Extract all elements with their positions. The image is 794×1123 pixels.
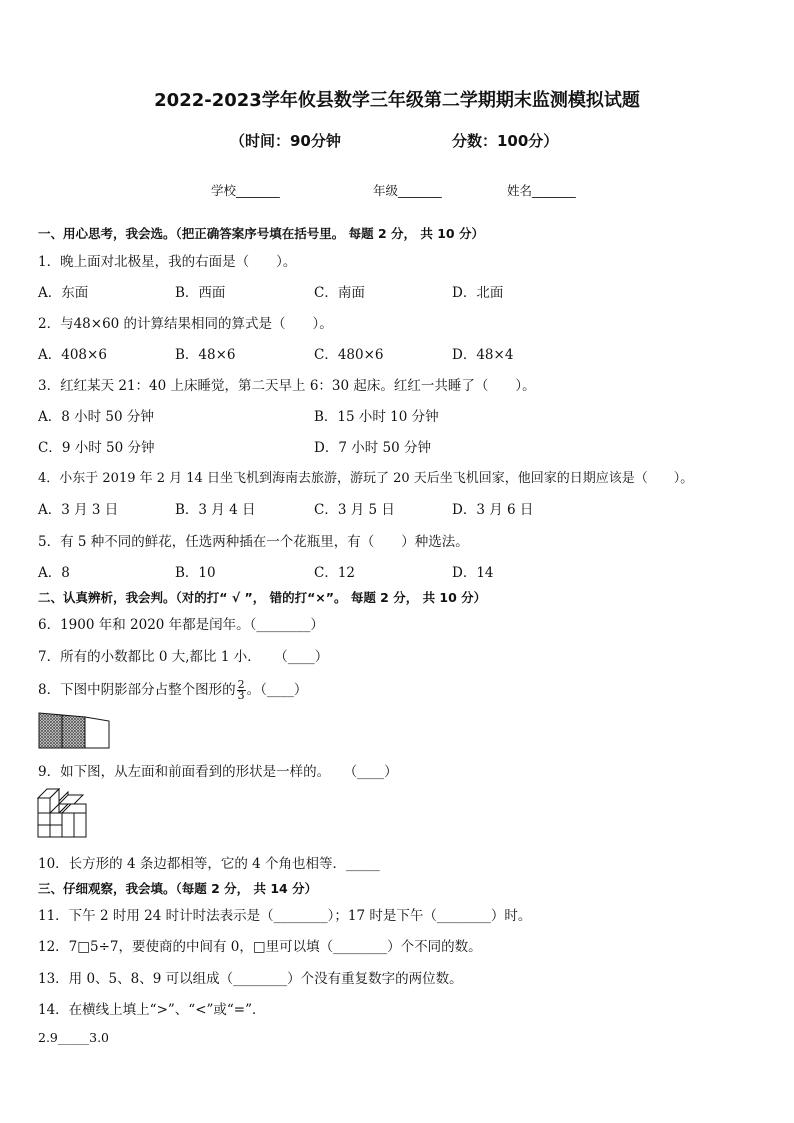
fraction-two-thirds: $\frac{2}{3}$ bbox=[237, 678, 245, 702]
q1-option-b: B．西面 bbox=[175, 285, 226, 301]
q4-option-a: A．3 月 3 日 bbox=[38, 502, 119, 518]
q3-option-b: B．15 小时 10 分钟 bbox=[314, 409, 439, 425]
q4-option-c: C．3 月 5 日 bbox=[314, 502, 395, 518]
section-3-heading: 三、仔细观察，我会填。（每题 2 分， 共 14 分） bbox=[38, 881, 318, 896]
q3-option-a: A．8 小时 50 分钟 bbox=[38, 409, 154, 425]
q5-option-a: A．8 bbox=[38, 565, 70, 581]
grade-field: 年级_______ bbox=[373, 183, 442, 198]
name-field: 姓名_______ bbox=[507, 183, 576, 198]
question-13: 13．用 0、5、8、9 可以组成（________）个没有重复数字的两位数。 bbox=[38, 971, 463, 987]
q2-option-c: C．480×6 bbox=[314, 347, 384, 363]
q1-option-c: C．南面 bbox=[314, 285, 365, 301]
question-8 bbox=[38, 678, 307, 701]
exam-time: （时间：90分钟 bbox=[230, 132, 341, 150]
q2-option-d: D．48×4 bbox=[452, 347, 514, 363]
section-1-heading: 一、用心思考，我会选。（把正确答案序号填在括号里。 每题 2 分， 共 10 分） bbox=[38, 226, 484, 241]
q1-option-d: D．北面 bbox=[452, 285, 504, 301]
school-field: 学校_______ bbox=[211, 183, 280, 198]
shaded-trapezoid-figure bbox=[38, 712, 112, 750]
section-2-heading: 二、认真辨析，我会判。（对的打“ √ ”， 错的打“×”。 每题 2 分， 共 10 分） bbox=[38, 590, 487, 605]
cube-stack-figure bbox=[37, 787, 89, 839]
q4-option-d: D．3 月 6 日 bbox=[452, 502, 534, 518]
q5-option-b: B．10 bbox=[175, 565, 216, 581]
q2-option-a: A．408×6 bbox=[38, 347, 107, 363]
question-11: 11．下午 2 时用 24 时计时法表示是（________）；17 时是下午（________）时。 bbox=[38, 908, 532, 924]
question-4: 4．小东于 2019 年 2 月 14 日坐飞机到海南去旅游，游玩了 20 天后坐飞机回家，他回家的日期应该是（ ）。 bbox=[38, 471, 694, 486]
exam-score: 分数：100分） bbox=[452, 132, 559, 150]
question-7: 7．所有的小数都比 0 大,都比 1 小． （____） bbox=[38, 649, 329, 665]
q4-option-b: B．3 月 4 日 bbox=[175, 502, 256, 518]
question-6: 6．1900 年和 2020 年都是闰年。（________） bbox=[38, 617, 324, 633]
q3-option-d: D．7 小时 50 分钟 bbox=[314, 440, 431, 456]
q8-answer-blank: 。（____） bbox=[246, 682, 308, 698]
q1-option-a: A．东面 bbox=[38, 285, 89, 301]
q5-option-d: D．14 bbox=[452, 565, 494, 581]
page-title: 2022-2023学年攸县数学三年级第二学期期末监测模拟试题 bbox=[154, 90, 640, 111]
question-12: 12．7□5÷7，要使商的中间有 0，□里可以填（________）个不同的数。 bbox=[38, 939, 482, 955]
question-3: 3．红红某天 21：40 上床睡觉，第二天早上 6：30 起床。红红一共睡了（ ）。 bbox=[38, 378, 536, 394]
question-2: 2．与48×60 的计算结果相同的算式是（ ）。 bbox=[38, 316, 333, 332]
question-14: 14．在横线上填上“>”、“<”或“=”． bbox=[38, 1002, 266, 1018]
question-10: 10．长方形的 4 条边都相等，它的 4 个角也相等．_____ bbox=[38, 856, 380, 872]
question-5: 5．有 5 种不同的鲜花，任选两种插在一个花瓶里，有（ ）种选法。 bbox=[38, 534, 469, 550]
q14-comparison-item: 2.9_____3.0 bbox=[38, 1030, 110, 1045]
q5-option-c: C．12 bbox=[314, 565, 356, 581]
q3-option-c: C．9 小时 50 分钟 bbox=[38, 440, 155, 456]
q8-text: 8．下图中阴影部分占整个图形的 bbox=[38, 682, 236, 698]
question-1: 1．晚上面对北极星，我的右面是（ ）。 bbox=[38, 254, 297, 270]
question-9: 9．如下图，从左面和前面看到的形状是一样的。 （____） bbox=[38, 764, 398, 780]
q2-option-b: B．48×6 bbox=[175, 347, 236, 363]
